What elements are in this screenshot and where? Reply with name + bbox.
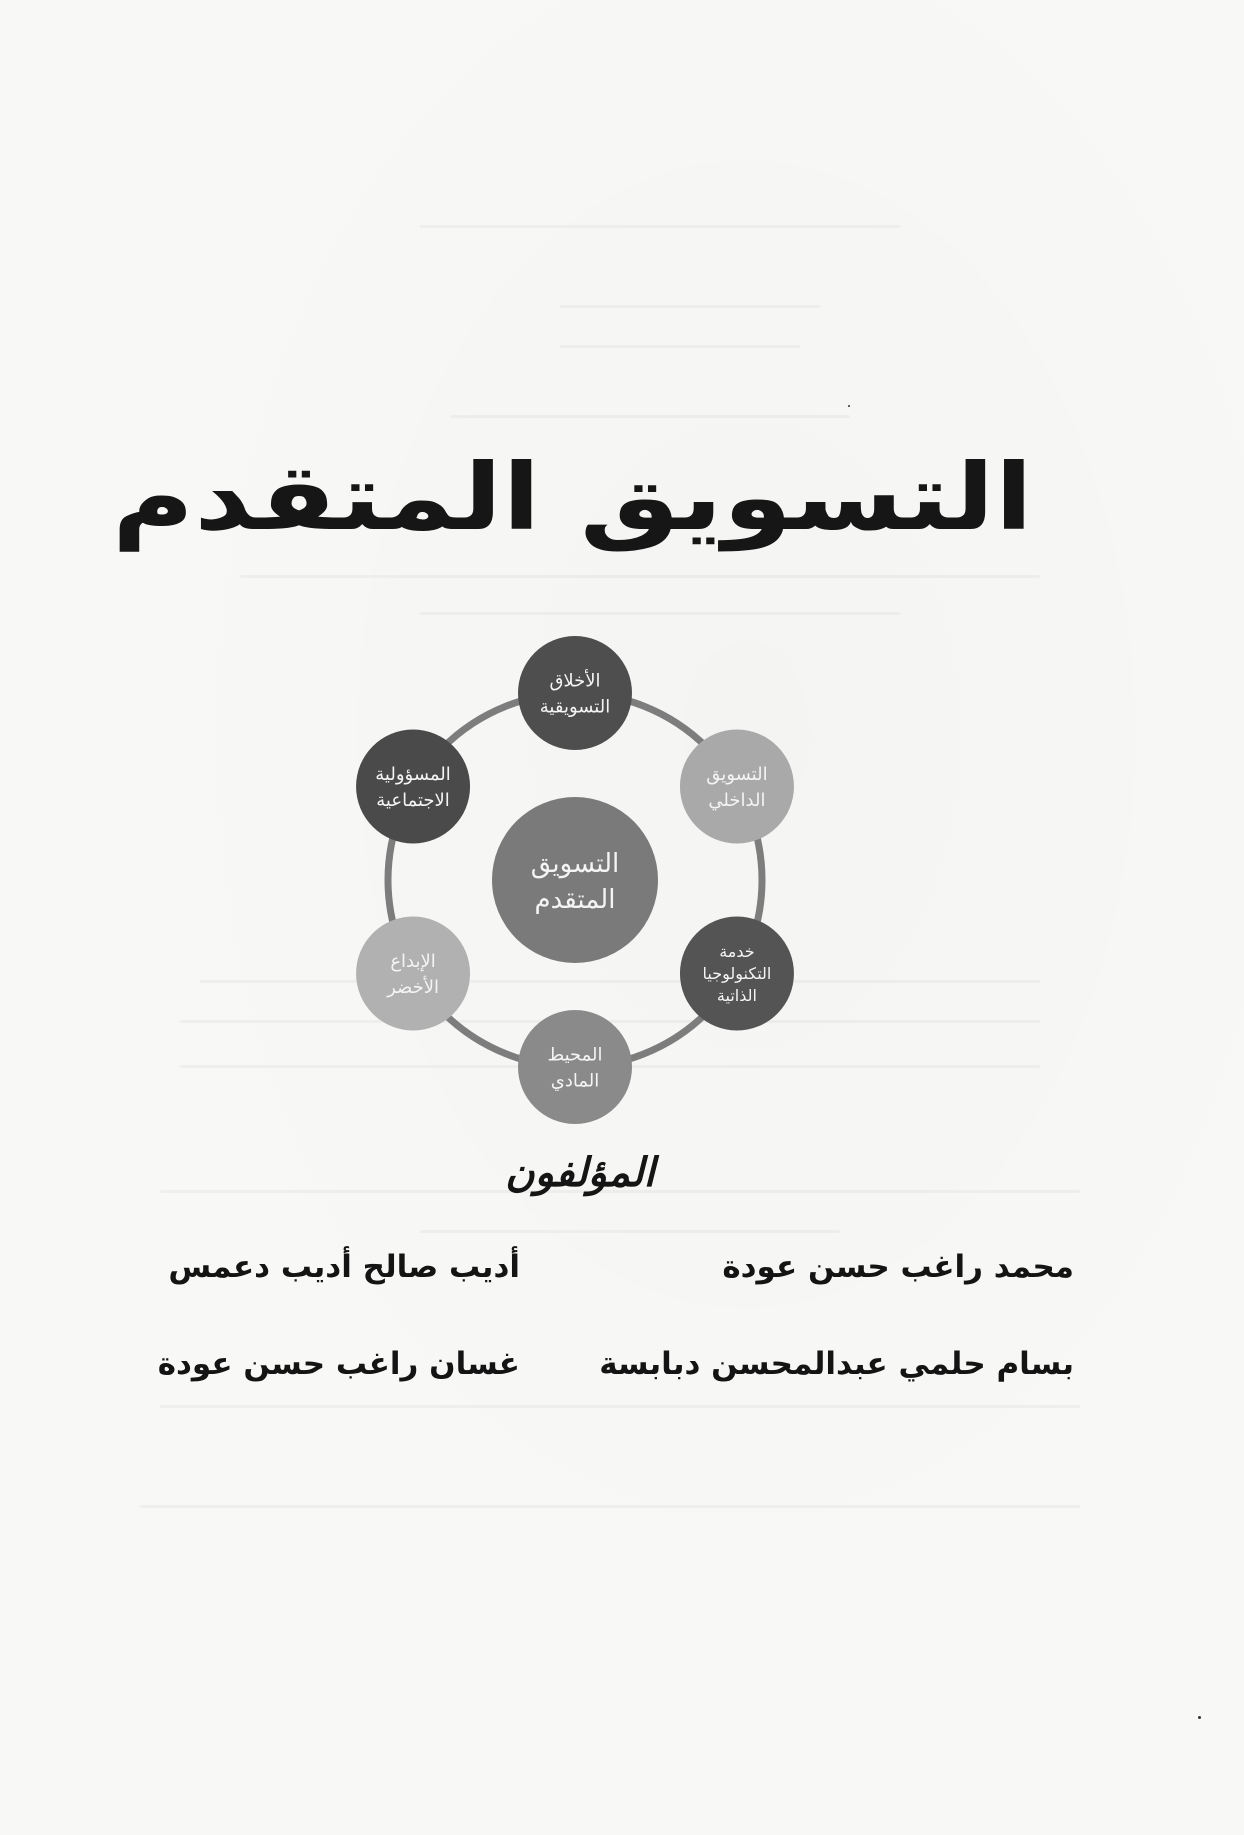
diagram-node-label: المسؤولية — [375, 763, 451, 785]
bleed-through-line — [450, 415, 850, 418]
book-title: التسويق المتقدم — [112, 444, 1033, 552]
diagram-center — [492, 797, 658, 963]
diagram-node-circle — [356, 730, 470, 844]
author-name: أديب صالح أديب دعمس — [168, 1249, 520, 1285]
diagram-node-label: المحيط — [547, 1044, 603, 1066]
diagram-node-label: التسويقية — [539, 696, 611, 718]
diagram-node-circle — [356, 917, 470, 1031]
concept-diagram — [340, 610, 810, 1130]
diagram-node-label: الداخلي — [708, 789, 766, 811]
diagram-node-label: التكنولوجيا — [702, 964, 772, 984]
diagram-node-label: الاجتماعية — [376, 789, 450, 811]
diagram-node — [518, 1010, 632, 1124]
diagram-node-label: التسويق — [706, 763, 768, 785]
diagram-node-circle — [680, 730, 794, 844]
diagram-node-label: المادي — [550, 1070, 600, 1092]
authors-heading: المؤلفون — [505, 1150, 655, 1196]
diagram-node-label: خدمة — [719, 942, 755, 962]
diagram-node — [356, 917, 470, 1031]
diagram-node — [680, 730, 794, 844]
diagram-node — [518, 636, 632, 750]
diagram-node — [680, 917, 794, 1031]
author-name: بسام حلمي عبدالمحسن دبابسة — [599, 1346, 1074, 1382]
center-label-line-2: المتقدم — [534, 885, 616, 915]
diagram-node-label: الذاتية — [716, 986, 757, 1006]
diagram-node-circle — [518, 636, 632, 750]
bleed-through-line — [420, 225, 900, 228]
bleed-through-line — [560, 345, 800, 348]
bleed-through-line — [560, 305, 820, 308]
bleed-through-line — [420, 1230, 840, 1233]
print-speck — [1198, 1716, 1201, 1719]
print-speck — [848, 405, 850, 407]
center-circle — [492, 797, 658, 963]
center-label-line-1: التسويق — [530, 849, 620, 879]
author-name: غسان راغب حسن عودة — [157, 1346, 520, 1382]
diagram-node — [356, 730, 470, 844]
bleed-through-line — [160, 1405, 1080, 1408]
diagram-node-label: الأخلاق — [549, 670, 601, 692]
bleed-through-line — [140, 1505, 1080, 1508]
diagram-node-label: الإبداع — [390, 950, 436, 972]
diagram-node-label: الأخضر — [387, 976, 440, 998]
bleed-through-line — [240, 575, 1040, 578]
diagram-node-circle — [518, 1010, 632, 1124]
author-name: محمد راغب حسن عودة — [722, 1249, 1074, 1285]
